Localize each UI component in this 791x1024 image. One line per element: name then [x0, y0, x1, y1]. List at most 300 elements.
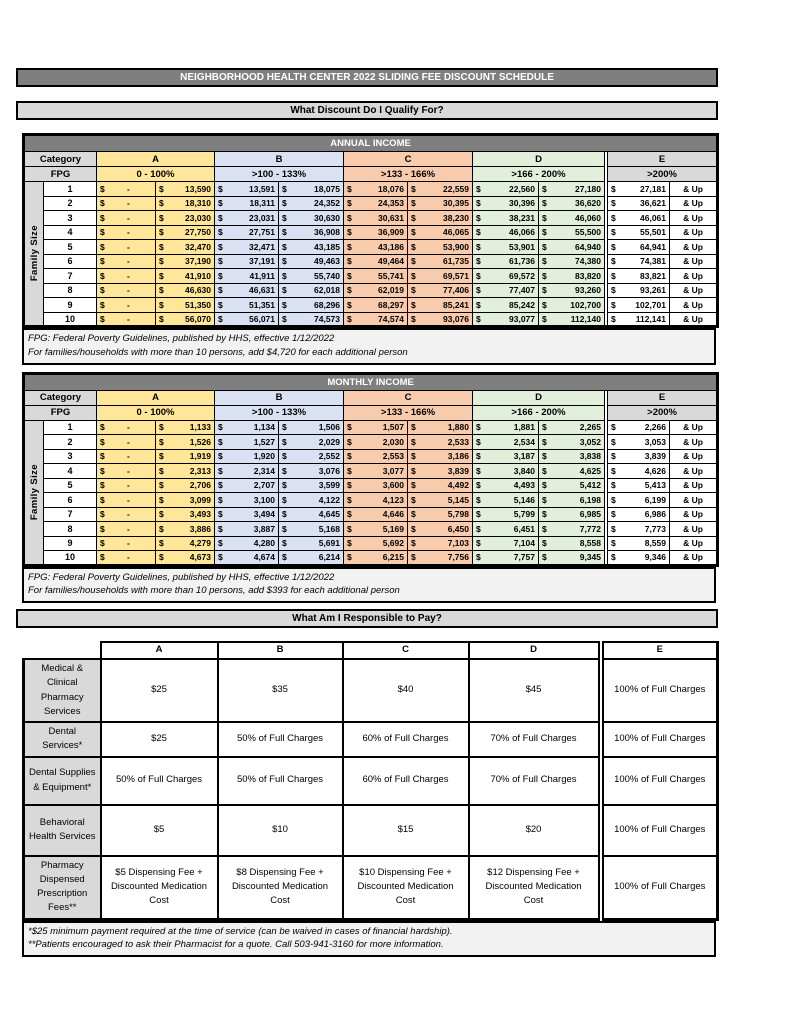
amount-value: 23,030 [185, 212, 211, 223]
currency-symbol: $ [347, 552, 352, 563]
money-cell [279, 478, 344, 493]
money-cell-content [539, 271, 604, 281]
money-cell-content [215, 213, 278, 223]
money-cell-content [608, 198, 669, 208]
currency-symbol: $ [476, 494, 481, 505]
charge-cell: 60% of Full Charges [343, 722, 469, 757]
qualify-heading-bar [16, 101, 718, 120]
category-header-a: A [97, 390, 215, 405]
amount-value: 62,018 [314, 285, 340, 296]
money-cell-content [279, 524, 343, 534]
currency-symbol: $ [100, 227, 105, 238]
money-cell-content [473, 227, 538, 237]
currency-symbol: $ [100, 538, 105, 549]
fpg-row [24, 167, 718, 182]
family-size-cell: 6 [44, 493, 97, 508]
currency-symbol: $ [347, 538, 352, 549]
currency-symbol: $ [218, 299, 223, 310]
currency-symbol: $ [476, 270, 481, 281]
money-cell-content [473, 213, 538, 223]
currency-symbol: $ [542, 241, 547, 252]
money-cell [156, 551, 215, 566]
money-cell-content [608, 184, 669, 194]
currency-symbol: $ [347, 422, 352, 433]
money-cell-content [156, 242, 214, 252]
currency-symbol: $ [476, 480, 481, 491]
amount-value: 2,707 [253, 480, 275, 491]
amount-value: 32,471 [249, 241, 275, 252]
amount-value: 41,910 [185, 270, 211, 281]
amount-value: 4,646 [382, 509, 404, 520]
family-size-cell: 5 [44, 240, 97, 255]
money-cell [279, 551, 344, 566]
money-cell [156, 312, 215, 327]
family-size-label: Family Size [28, 225, 40, 282]
money-cell-content [279, 300, 343, 310]
money-cell [279, 211, 344, 226]
money-cell [97, 182, 156, 197]
money-cell [156, 449, 215, 464]
currency-symbol: $ [411, 198, 416, 209]
currency-symbol: $ [218, 509, 223, 520]
money-cell [608, 182, 670, 197]
charge-cell: $35 [218, 659, 343, 722]
amount-value: 4,626 [644, 465, 666, 476]
amount-value: - [126, 523, 130, 534]
money-cell-content [408, 213, 472, 223]
amount-value: 38,230 [443, 212, 469, 223]
amount-value: 36,909 [378, 227, 404, 238]
money-cell-content [215, 271, 278, 281]
currency-symbol: $ [159, 422, 164, 433]
charge-cell: $45 [469, 659, 599, 722]
money-cell [608, 196, 670, 211]
currency-symbol: $ [100, 313, 105, 324]
family-row [24, 312, 718, 327]
money-cell-content [344, 314, 407, 324]
amount-value: 3,052 [579, 436, 601, 447]
currency-symbol: $ [542, 552, 547, 563]
money-cell-content [215, 242, 278, 252]
currency-symbol: $ [476, 285, 481, 296]
money-cell [344, 283, 408, 298]
and-up-cell: & Up [670, 435, 718, 450]
family-size-cell: 3 [44, 449, 97, 464]
family-row [24, 298, 718, 313]
money-cell [344, 211, 408, 226]
money-cell [608, 493, 670, 508]
amount-value: 3,840 [513, 465, 535, 476]
and-up-cell: & Up [670, 536, 718, 551]
money-cell-content [215, 256, 278, 266]
money-cell [156, 493, 215, 508]
money-cell-content [215, 422, 278, 432]
money-cell-content [408, 538, 472, 548]
currency-symbol: $ [611, 465, 616, 476]
amount-value: 6,451 [513, 523, 535, 534]
currency-symbol: $ [159, 241, 164, 252]
amount-value: 3,494 [253, 509, 275, 520]
money-cell [215, 522, 279, 537]
and-up-cell: & Up [670, 449, 718, 464]
amount-value: 4,492 [447, 480, 469, 491]
charge-cell: $20 [469, 805, 599, 856]
money-cell-content [473, 524, 538, 534]
money-cell-content [156, 495, 214, 505]
currency-symbol: $ [218, 183, 223, 194]
amount-value: 5,412 [579, 480, 601, 491]
currency-symbol: $ [476, 552, 481, 563]
family-size-cell: 10 [44, 312, 97, 327]
money-cell [473, 493, 539, 508]
money-cell [473, 298, 539, 313]
money-cell-content [539, 314, 604, 324]
money-cell-content [156, 538, 214, 548]
currency-symbol: $ [100, 494, 105, 505]
money-cell [608, 298, 670, 313]
currency-symbol: $ [218, 422, 223, 433]
amount-value: 7,773 [644, 523, 666, 534]
money-cell-content [279, 552, 343, 562]
money-cell-content [539, 437, 604, 447]
currency-symbol: $ [611, 523, 616, 534]
money-cell-content [97, 271, 155, 281]
amount-value: 27,181 [640, 183, 666, 194]
money-cell [279, 254, 344, 269]
category-header-b: B [215, 152, 344, 167]
currency-symbol: $ [218, 313, 223, 324]
money-cell [473, 464, 539, 479]
money-cell [97, 493, 156, 508]
money-cell-content [539, 422, 604, 432]
money-cell [97, 449, 156, 464]
currency-symbol: $ [100, 212, 105, 223]
money-cell [279, 298, 344, 313]
family-size-cell: 7 [44, 269, 97, 284]
category-row [24, 390, 718, 405]
currency-symbol: $ [476, 465, 481, 476]
currency-symbol: $ [100, 198, 105, 209]
amount-value: 1,506 [318, 422, 340, 433]
money-cell [97, 298, 156, 313]
money-cell-content [344, 480, 407, 490]
corner-blank-cell [24, 642, 101, 659]
currency-symbol: $ [476, 538, 481, 549]
amount-value: 55,500 [575, 227, 601, 238]
and-up-cell: & Up [670, 211, 718, 226]
amount-value: 7,104 [513, 538, 535, 549]
money-cell [408, 196, 473, 211]
amount-value: - [126, 422, 130, 433]
category-header-e: E [608, 152, 718, 167]
pay-header-row [24, 642, 718, 659]
charge-cell: $12 Dispensing Fee + Discounted Medication Cost [469, 856, 599, 920]
money-cell [539, 196, 605, 211]
currency-symbol: $ [218, 285, 223, 296]
currency-symbol: $ [282, 451, 287, 462]
currency-symbol: $ [542, 422, 547, 433]
money-cell-content [408, 451, 472, 461]
amount-value: 37,191 [249, 256, 275, 267]
money-cell-content [97, 256, 155, 266]
currency-symbol: $ [611, 256, 616, 267]
money-cell [408, 449, 473, 464]
money-cell [156, 283, 215, 298]
money-cell [344, 449, 408, 464]
currency-symbol: $ [218, 523, 223, 534]
amount-value: 51,351 [249, 299, 275, 310]
money-cell-content [408, 466, 472, 476]
amount-value: 1,527 [253, 436, 275, 447]
currency-symbol: $ [100, 552, 105, 563]
family-row [24, 211, 718, 226]
family-size-cell: 1 [44, 182, 97, 197]
amount-value: - [126, 552, 130, 563]
money-cell-content [408, 242, 472, 252]
currency-symbol: $ [218, 451, 223, 462]
amount-value: 6,199 [644, 494, 666, 505]
money-cell-content [156, 227, 214, 237]
amount-value: 1,881 [513, 422, 535, 433]
money-cell-content [344, 198, 407, 208]
money-cell-content [608, 451, 669, 461]
money-cell-content [473, 422, 538, 432]
money-cell [97, 435, 156, 450]
currency-symbol: $ [411, 552, 416, 563]
family-row [24, 225, 718, 240]
amount-value: - [126, 480, 130, 491]
money-cell [215, 464, 279, 479]
money-cell [97, 254, 156, 269]
service-row [24, 757, 718, 805]
fpg-row [24, 405, 718, 420]
money-cell [608, 240, 670, 255]
amount-value: 69,572 [509, 270, 535, 281]
money-cell-content [608, 227, 669, 237]
money-cell-content [473, 480, 538, 490]
currency-symbol: $ [282, 256, 287, 267]
money-cell [539, 283, 605, 298]
fpg-range-cell: >100 - 133% [215, 405, 344, 420]
currency-symbol: $ [100, 183, 105, 194]
money-cell [279, 182, 344, 197]
amount-value: 93,261 [640, 285, 666, 296]
currency-symbol: $ [282, 270, 287, 281]
currency-symbol: $ [100, 256, 105, 267]
currency-symbol: $ [347, 313, 352, 324]
currency-symbol: $ [347, 480, 352, 491]
family-size-cell: 6 [44, 254, 97, 269]
money-cell [344, 269, 408, 284]
document-title: NEIGHBORHOOD HEALTH CENTER 2022 SLIDING FEE DISCOUNT SCHEDULE [180, 72, 554, 83]
currency-symbol: $ [218, 212, 223, 223]
amount-value: 1,919 [189, 451, 211, 462]
money-cell-content [344, 184, 407, 194]
money-cell-content [473, 198, 538, 208]
money-cell [408, 551, 473, 566]
money-cell [539, 211, 605, 226]
money-cell [408, 435, 473, 450]
amount-value: 4,674 [253, 552, 275, 563]
currency-symbol: $ [347, 241, 352, 252]
service-row [24, 856, 718, 920]
money-cell [215, 254, 279, 269]
money-cell [608, 420, 670, 435]
money-cell-content [156, 437, 214, 447]
and-up-cell: & Up [670, 269, 718, 284]
charge-cell: 50% of Full Charges [218, 757, 343, 805]
currency-symbol: $ [542, 436, 547, 447]
amount-value: 1,920 [253, 451, 275, 462]
amount-value: - [126, 227, 130, 238]
money-cell [279, 435, 344, 450]
money-cell-content [539, 495, 604, 505]
money-cell [156, 182, 215, 197]
money-cell [608, 449, 670, 464]
money-cell [344, 507, 408, 522]
charge-cell: 60% of Full Charges [343, 757, 469, 805]
amount-value: - [126, 494, 130, 505]
amount-value: 102,700 [570, 299, 601, 310]
money-cell-content [473, 314, 538, 324]
amount-value: 30,396 [509, 198, 535, 209]
money-cell [408, 211, 473, 226]
money-cell [408, 493, 473, 508]
currency-symbol: $ [282, 241, 287, 252]
amount-value: 55,740 [314, 270, 340, 281]
amount-value: 55,501 [640, 227, 666, 238]
money-cell [344, 182, 408, 197]
amount-value: 49,463 [314, 256, 340, 267]
amount-value: 6,986 [644, 509, 666, 520]
money-cell [279, 522, 344, 537]
money-cell [408, 507, 473, 522]
charge-cell: $8 Dispensing Fee + Discounted Medication Cost [218, 856, 343, 920]
currency-symbol: $ [159, 299, 164, 310]
currency-symbol: $ [218, 465, 223, 476]
currency-symbol: $ [476, 436, 481, 447]
amount-value: 4,122 [318, 494, 340, 505]
currency-symbol: $ [100, 270, 105, 281]
money-cell-content [473, 256, 538, 266]
amount-value: 46,060 [575, 212, 601, 223]
charge-cell: 100% of Full Charges [603, 722, 718, 757]
money-cell [156, 196, 215, 211]
money-cell [215, 435, 279, 450]
family-size-label-cell [24, 420, 44, 565]
money-cell [156, 478, 215, 493]
service-label-cell: Medical & Clinical Pharmacy Services [24, 659, 101, 722]
amount-value: 3,599 [318, 480, 340, 491]
money-cell [97, 507, 156, 522]
currency-symbol: $ [159, 227, 164, 238]
and-up-cell: & Up [670, 493, 718, 508]
family-size-cell: 8 [44, 522, 97, 537]
amount-value: 6,450 [447, 523, 469, 534]
family-row [24, 478, 718, 493]
money-cell-content [608, 495, 669, 505]
amount-value: 2,534 [513, 436, 535, 447]
amount-value: 102,701 [635, 299, 666, 310]
money-cell-content [279, 437, 343, 447]
money-cell-content [608, 256, 669, 266]
money-cell-content [408, 227, 472, 237]
currency-symbol: $ [100, 451, 105, 462]
fpg-range-cell: >166 - 200% [473, 167, 605, 182]
amount-value: - [126, 285, 130, 296]
currency-symbol: $ [100, 509, 105, 520]
amount-value: 46,065 [443, 227, 469, 238]
money-cell-content [279, 495, 343, 505]
money-cell [408, 240, 473, 255]
currency-symbol: $ [476, 451, 481, 462]
money-cell-content [539, 480, 604, 490]
footnote-line: **Patients encouraged to ask their Pharmacist for a quote. Call 503-941-3160 for more information. [28, 939, 444, 951]
money-cell-content [473, 538, 538, 548]
currency-symbol: $ [411, 256, 416, 267]
money-cell [539, 464, 605, 479]
amount-value: 74,574 [378, 313, 404, 324]
amount-value: 1,133 [189, 422, 211, 433]
money-cell [279, 269, 344, 284]
currency-symbol: $ [282, 480, 287, 491]
money-cell [344, 312, 408, 327]
currency-symbol: $ [100, 285, 105, 296]
amount-value: 2,314 [253, 465, 275, 476]
amount-value: 69,571 [443, 270, 469, 281]
currency-symbol: $ [347, 451, 352, 462]
fpg-range-cell: >133 - 166% [344, 167, 473, 182]
money-cell-content [344, 300, 407, 310]
money-cell-content [608, 466, 669, 476]
fpg-range-cell: 0 - 100% [97, 167, 215, 182]
money-cell [156, 536, 215, 551]
money-cell [539, 478, 605, 493]
money-cell-content [156, 198, 214, 208]
money-cell-content [279, 242, 343, 252]
fpg-label-cell: FPG [24, 405, 97, 420]
currency-symbol: $ [159, 270, 164, 281]
currency-symbol: $ [542, 183, 547, 194]
and-up-cell: & Up [670, 522, 718, 537]
money-cell-content [215, 314, 278, 324]
charge-cell: 70% of Full Charges [469, 722, 599, 757]
category-header-c: C [344, 390, 473, 405]
money-cell [344, 435, 408, 450]
amount-value: 2,266 [644, 422, 666, 433]
money-cell-content [344, 552, 407, 562]
money-cell [97, 551, 156, 566]
service-row [24, 805, 718, 856]
money-cell [408, 254, 473, 269]
currency-symbol: $ [282, 494, 287, 505]
money-cell [608, 435, 670, 450]
money-cell [608, 254, 670, 269]
pay-column-header-a: A [101, 642, 218, 659]
money-cell [279, 196, 344, 211]
currency-symbol: $ [218, 538, 223, 549]
amount-value: 18,311 [249, 198, 275, 209]
money-cell-content [408, 285, 472, 295]
currency-symbol: $ [411, 241, 416, 252]
and-up-cell: & Up [670, 225, 718, 240]
currency-symbol: $ [411, 212, 416, 223]
amount-value: 5,146 [513, 494, 535, 505]
amount-value: 36,621 [640, 198, 666, 209]
currency-symbol: $ [411, 509, 416, 520]
money-cell [608, 522, 670, 537]
currency-symbol: $ [282, 198, 287, 209]
